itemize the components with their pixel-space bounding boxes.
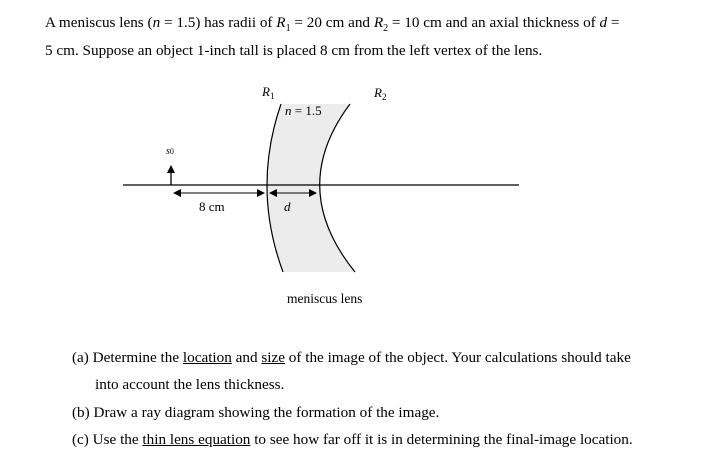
r2-symbol: R [373, 14, 384, 31]
r1-symbol: R [276, 14, 286, 31]
lens-caption: meniscus lens [287, 291, 363, 306]
question-b: (b) Draw a ray diagram showing the formation of the image. [72, 404, 440, 421]
label-n: n = 1.5 [285, 103, 322, 118]
label-r2: $R_2$ [374, 85, 387, 102]
problem-line-2: 5 cm. Suppose an object 1-inch tall is placed 8 cm from the left vertex of the lens. [45, 42, 543, 59]
label-8cm: 8 cm [199, 199, 225, 214]
question-a: (a) Determine the location and size of the image of the object. Your calculations should take [72, 349, 631, 366]
question-c: (c) Use the thin lens equation to see how far off it is in determining the final-image location. [72, 431, 633, 448]
d-symbol: d [599, 14, 608, 31]
label-r1: $R_1$ [262, 84, 275, 101]
question-a-continued: into account the lens thickness. [95, 376, 285, 393]
label-d: d [284, 199, 291, 214]
n-symbol: n [152, 14, 161, 31]
lens-body [267, 104, 355, 272]
label-s0: s0 [166, 146, 174, 157]
problem-line-1: A meniscus lens (n = 1.5) has radii of $R_1 = 20$ cm and $R_2 = 10$ cm and an axial thickness of d = [45, 14, 620, 35]
